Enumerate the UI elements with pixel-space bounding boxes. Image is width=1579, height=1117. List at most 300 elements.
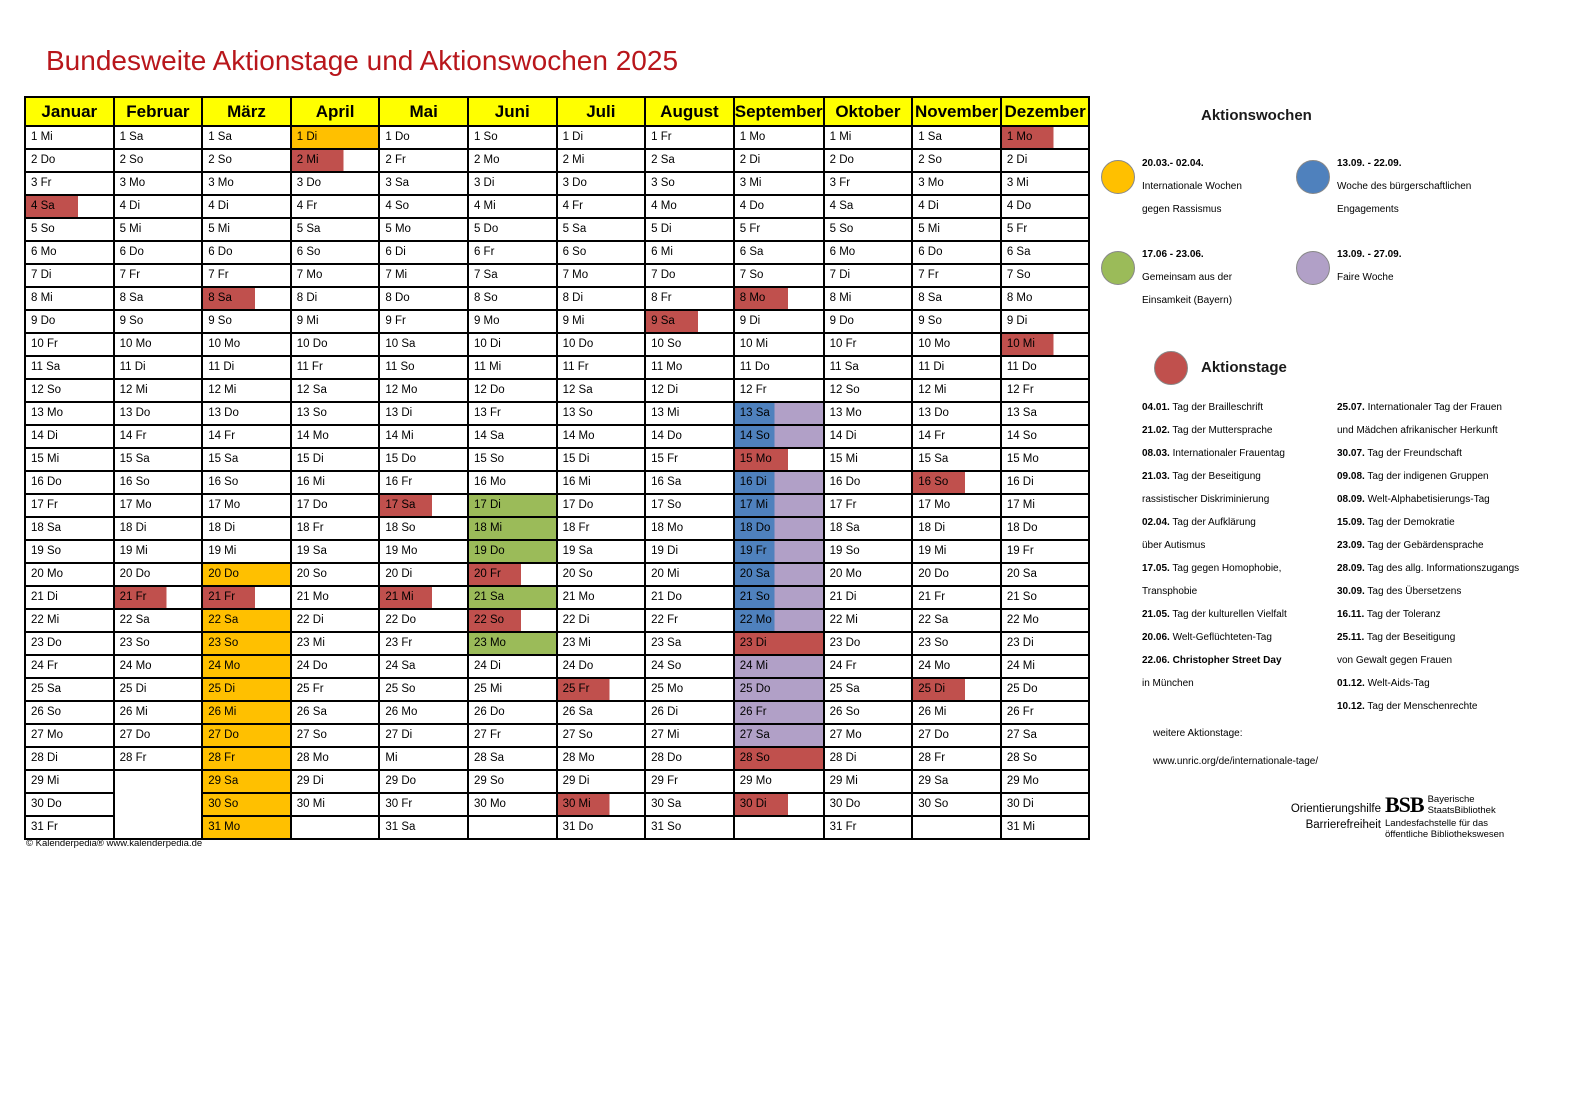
day-label: 13 So: [562, 407, 593, 419]
day-cell: [25, 425, 114, 448]
day-cell: [202, 333, 291, 356]
day-cell: [202, 471, 291, 494]
logo-caption-line2: Barrierefreiheit: [1305, 819, 1381, 831]
day-cell: [291, 724, 380, 747]
day-label: 14 Sa: [473, 430, 505, 442]
orange-week-dot-icon: [1101, 160, 1135, 194]
day-cell: [912, 586, 1001, 609]
day-label: 14 Di: [31, 430, 58, 442]
day-label: 23 So: [119, 637, 150, 649]
day-cell: [912, 356, 1001, 379]
bsb-logo-org: [1428, 794, 1496, 816]
day-label: 17 Mo: [208, 499, 241, 511]
day-cell: [379, 172, 468, 195]
week-date: 20.03.- 02.04.: [1142, 158, 1204, 169]
day-label: 21 So: [735, 587, 823, 608]
day-cell: [114, 310, 203, 333]
day-label: 2 Do: [829, 154, 854, 166]
day-label: 30 Do: [829, 798, 861, 810]
day-label: 8 Fr: [651, 292, 672, 304]
week-text: Woche des bürgerschaftlichen: [1337, 181, 1472, 192]
aktionstag-text: von Gewalt gegen Frauen: [1337, 655, 1453, 666]
day-cell: [114, 218, 203, 241]
day-cell: [734, 701, 824, 724]
day-label: 18 Fr: [562, 522, 590, 534]
day-label: 24 Fr: [829, 660, 857, 672]
day-cell: [114, 471, 203, 494]
day-cell: [1001, 126, 1090, 149]
day-cell: [202, 195, 291, 218]
day-label: 12 Fr: [1006, 384, 1034, 396]
aktionstag-entry: [1142, 488, 1269, 511]
aktionstag-entry: [1142, 626, 1272, 649]
day-cell: [202, 563, 291, 586]
day-cell: [379, 287, 468, 310]
day-label: 27 Fr: [473, 729, 501, 741]
aktionstag-date: 02.04.: [1142, 517, 1170, 528]
day-cell: [912, 770, 1001, 793]
day-label: 16 Sa: [651, 476, 682, 488]
day-label: 24 Mo: [918, 660, 951, 672]
day-cell: [379, 218, 468, 241]
day-cell: [824, 540, 913, 563]
day-label: 1 Mi: [31, 131, 53, 143]
aktionstag-text: und Mädchen afrikanischer Herkunft: [1337, 425, 1498, 436]
day-label: 23 Mi: [562, 637, 591, 649]
table-row: [25, 494, 1089, 517]
green-week-dot-icon: [1101, 251, 1135, 285]
day-cell: [824, 379, 913, 402]
day-label: 9 Di: [1006, 315, 1028, 327]
day-cell: [468, 425, 557, 448]
day-label: 7 Fr: [208, 269, 229, 281]
day-label: 24 So: [651, 660, 682, 672]
day-cell: [912, 793, 1001, 816]
day-label: 7 Do: [651, 269, 676, 281]
month-header: Juli: [557, 97, 646, 126]
day-label: 23 Mi: [296, 637, 325, 649]
day-cell: [734, 126, 824, 149]
aktionstag-date: 04.01.: [1142, 402, 1170, 413]
day-cell: [291, 264, 380, 287]
day-label: 5 Mo: [385, 223, 411, 235]
day-cell: [645, 218, 734, 241]
day-label: 10 Do: [296, 338, 328, 350]
day-label: 6 So: [562, 246, 587, 258]
day-cell: [824, 632, 913, 655]
day-cell: [202, 287, 291, 310]
month-header: Juni: [468, 97, 557, 126]
day-cell: [291, 632, 380, 655]
day-label: 11 Mi: [473, 361, 502, 373]
aktionstag-text: Tag der Gebärdensprache: [1367, 540, 1484, 551]
day-label: 4 Sa: [829, 200, 854, 212]
day-cell: [645, 563, 734, 586]
day-label: 13 Mi: [651, 407, 680, 419]
day-cell: [1001, 724, 1090, 747]
day-cell: [824, 770, 913, 793]
day-cell: [468, 586, 557, 609]
aktionstag-text: Tag der Beseitigung: [1172, 471, 1261, 482]
day-label: 10 Mi: [739, 338, 768, 350]
day-cell: [645, 494, 734, 517]
day-cell: [912, 448, 1001, 471]
day-cell: [468, 563, 557, 586]
day-label: 17 Fr: [829, 499, 857, 511]
aktionstag-text: Tag der Toleranz: [1366, 609, 1441, 620]
day-cell: [468, 494, 557, 517]
day-label: 31 Sa: [385, 821, 416, 833]
day-cell: [1001, 816, 1090, 839]
day-label: 17 Mi: [1006, 499, 1035, 511]
day-label: 12 So: [31, 384, 62, 396]
aktionstag-entry: [1142, 649, 1282, 672]
day-cell: [202, 126, 291, 149]
day-label: 2 So: [119, 154, 144, 166]
day-label: 20 Fr: [469, 564, 556, 585]
day-cell: [114, 264, 203, 287]
aktionstag-entry: [1337, 419, 1498, 442]
day-cell: [468, 333, 557, 356]
day-cell: [468, 172, 557, 195]
day-cell: [734, 218, 824, 241]
day-label: 12 Do: [473, 384, 505, 396]
day-label: 20 Di: [385, 568, 413, 580]
day-label: 30 Sa: [651, 798, 682, 810]
day-cell: [25, 816, 114, 839]
aktionstag-text: Tag der Muttersprache: [1172, 425, 1273, 436]
day-cell: [1001, 609, 1090, 632]
day-cell: [379, 195, 468, 218]
day-label: 19 Sa: [296, 545, 327, 557]
day-label: 9 Mi: [562, 315, 585, 327]
day-label: 10 Mo: [208, 338, 241, 350]
day-cell: [202, 747, 291, 770]
day-cell: [25, 356, 114, 379]
day-cell: [824, 402, 913, 425]
day-cell: [645, 195, 734, 218]
day-cell: [114, 609, 203, 632]
day-cell: [824, 333, 913, 356]
table-row: [25, 126, 1089, 149]
day-label: 23 Mo: [469, 633, 556, 654]
day-cell: [379, 655, 468, 678]
table-row: [25, 448, 1089, 471]
day-cell: [25, 793, 114, 816]
aktionstag-date: 09.08.: [1337, 471, 1365, 482]
bsb-logo-mark: BSB: [1385, 792, 1424, 817]
month-header: Februar: [114, 97, 203, 126]
day-cell: [824, 126, 913, 149]
aktionstag-text: Welt-Aids-Tag: [1367, 678, 1430, 689]
day-label: 31 Fr: [829, 821, 857, 833]
day-label: 25 Do: [735, 679, 823, 700]
aktionstage-dot-icon: [1154, 351, 1188, 385]
month-header: August: [645, 97, 734, 126]
table-row: [25, 540, 1089, 563]
day-label: 29 Do: [385, 775, 417, 787]
day-label: 19 Do: [469, 541, 556, 562]
aktionstag-date: 01.12.: [1337, 678, 1365, 689]
more-link[interactable]: www.unric.org/de/internationale-tage/: [1153, 756, 1319, 767]
day-label: 11 Fr: [562, 361, 589, 373]
day-cell: [734, 747, 824, 770]
day-label: 31 Fr: [31, 821, 58, 833]
day-cell: [25, 678, 114, 701]
day-cell: [1001, 563, 1090, 586]
day-cell: [25, 494, 114, 517]
day-label: 29 So: [473, 775, 505, 787]
day-cell: [25, 218, 114, 241]
day-cell: [114, 333, 203, 356]
day-cell: [557, 333, 646, 356]
day-label: 29 Mi: [31, 775, 60, 787]
day-label: 6 Mo: [31, 246, 57, 258]
month-header: Dezember: [1001, 97, 1090, 126]
day-label: 16 Di: [1006, 476, 1034, 488]
day-label: 30 Do: [31, 798, 62, 810]
day-label: 29 Mo: [739, 775, 772, 787]
month-header: Mai: [379, 97, 468, 126]
day-label: 5 Fr: [739, 223, 761, 235]
day-label: 13 So: [296, 407, 327, 419]
day-cell: [291, 747, 380, 770]
day-cell: [557, 241, 646, 264]
month-header: April: [291, 97, 380, 126]
day-cell: [291, 655, 380, 678]
day-label: 1 Mo: [1002, 127, 1089, 148]
day-label: 27 Mi: [651, 729, 680, 741]
day-cell: [645, 632, 734, 655]
day-cell: [824, 172, 913, 195]
day-cell: [379, 724, 468, 747]
day-label: 6 Fr: [473, 246, 495, 258]
day-label: 28 Sa: [473, 752, 505, 764]
day-label: 25 Di: [913, 679, 1000, 700]
day-cell: [25, 586, 114, 609]
day-cell: [1001, 494, 1090, 517]
day-label: 21 Sa: [469, 587, 556, 608]
day-label: 18 So: [385, 522, 416, 534]
day-label: 24 Fr: [31, 660, 58, 672]
day-label: 2 Mi: [292, 150, 379, 171]
day-cell: [645, 724, 734, 747]
day-cell: [1001, 425, 1090, 448]
day-label: 8 Do: [385, 292, 410, 304]
aktionstag-date: 17.05.: [1142, 563, 1170, 574]
day-cell: [557, 586, 646, 609]
day-cell: [202, 655, 291, 678]
day-label: 12 Mi: [208, 384, 237, 396]
day-cell: [912, 632, 1001, 655]
day-label: 17 Sa: [380, 495, 467, 516]
day-label: 30 Mi: [296, 798, 325, 810]
day-label: 24 Mi: [735, 656, 823, 677]
day-label: 7 So: [1006, 269, 1031, 281]
table-row: [25, 218, 1089, 241]
day-cell: [645, 770, 734, 793]
day-cell: [557, 287, 646, 310]
day-cell: [912, 540, 1001, 563]
day-cell: [734, 310, 824, 333]
day-label: 2 So: [918, 154, 942, 166]
day-cell: [1001, 172, 1090, 195]
day-label: 12 Fr: [739, 384, 767, 396]
blue-week-dot-icon: [1296, 160, 1330, 194]
day-label: 25 Di: [119, 683, 147, 695]
day-label: 10 Fr: [31, 338, 58, 350]
day-cell: [114, 678, 203, 701]
month-header: März: [202, 97, 291, 126]
day-cell: [1001, 379, 1090, 402]
day-label: 9 Fr: [385, 315, 406, 327]
day-cell: [912, 264, 1001, 287]
day-cell: [1001, 287, 1090, 310]
day-cell: [202, 816, 291, 839]
day-cell: [824, 655, 913, 678]
aktionstag-entry: [1142, 442, 1285, 465]
day-cell: [291, 310, 380, 333]
day-cell: [291, 149, 380, 172]
aktionstag-text: Welt-Geflüchteten-Tag: [1172, 632, 1272, 643]
day-cell: [25, 770, 114, 793]
aktionstag-text: rassistischer Diskriminierung: [1142, 494, 1270, 505]
day-label: 31 Do: [562, 821, 594, 833]
day-cell: [291, 448, 380, 471]
day-label: 17 Mo: [119, 499, 152, 511]
day-cell: [557, 540, 646, 563]
day-cell: [912, 333, 1001, 356]
aktionstag-date: 16.11.: [1337, 609, 1365, 620]
month-header: Januar: [25, 97, 114, 126]
day-cell: [379, 517, 468, 540]
day-label: 15 Mi: [31, 453, 60, 465]
day-label: 13 Sa: [1006, 407, 1037, 419]
day-cell: [114, 402, 203, 425]
day-cell: [468, 402, 557, 425]
aktionstag-entry: [1337, 488, 1490, 511]
day-label: 5 Fr: [1006, 223, 1028, 235]
day-label: 7 Fr: [119, 269, 141, 281]
day-cell: [202, 586, 291, 609]
day-label: 3 Fr: [829, 177, 851, 189]
day-label: 5 Sa: [562, 223, 587, 235]
aktionstag-text: Tag des allg. Informationszugangs: [1367, 563, 1520, 574]
page-title: Bundesweite Aktionstage und Aktionswochen 2025: [46, 45, 679, 76]
day-cell: [557, 517, 646, 540]
day-label: 18 Do: [1006, 522, 1038, 534]
day-label: 2 Mo: [473, 154, 500, 166]
week-date: 17.06 - 23.06.: [1142, 249, 1204, 260]
day-label: 19 Sa: [562, 545, 593, 557]
day-cell: [557, 356, 646, 379]
day-cell: [824, 517, 913, 540]
day-cell: [379, 701, 468, 724]
day-cell: [379, 126, 468, 149]
table-row: [25, 471, 1089, 494]
day-label: 16 So: [208, 476, 239, 488]
day-label: 7 Di: [829, 269, 851, 281]
table-row: [25, 241, 1089, 264]
day-cell: [912, 517, 1001, 540]
day-label: 18 Do: [735, 518, 823, 539]
day-label: 29 Fr: [651, 775, 678, 787]
day-cell: [114, 701, 203, 724]
aktionstag-text: Tag der Beseitigung: [1366, 632, 1456, 643]
day-label: 29 Di: [296, 775, 324, 787]
day-label: 21 Mo: [562, 591, 595, 603]
day-cell: [912, 310, 1001, 333]
day-label: 21 Do: [651, 591, 682, 603]
day-cell: [645, 149, 734, 172]
day-cell: [291, 195, 380, 218]
table-row: [25, 172, 1089, 195]
day-label: 8 So: [473, 292, 498, 304]
day-label: 11 Di: [119, 361, 146, 373]
day-label: 19 Di: [651, 545, 679, 557]
day-label: 4 So: [385, 200, 410, 212]
day-label: 9 So: [918, 315, 942, 327]
day-label: 20 Do: [918, 568, 949, 580]
day-label: 14 Do: [651, 430, 682, 442]
day-cell: [645, 264, 734, 287]
day-cell: [202, 402, 291, 425]
aktionstag-text: Tag der kulturellen Vielfalt: [1172, 609, 1287, 620]
aktionstag-text: über Autismus: [1142, 540, 1206, 551]
day-cell: [645, 701, 734, 724]
day-label: 14 Mo: [296, 430, 329, 442]
day-label: 4 Fr: [296, 200, 318, 212]
day-cell: [734, 264, 824, 287]
day-label: 30 So: [203, 794, 290, 815]
day-cell: [114, 563, 203, 586]
aktionstag-date: 21.05.: [1142, 609, 1170, 620]
day-label: 22 Fr: [651, 614, 678, 626]
day-cell: [291, 425, 380, 448]
day-label: 3 Mi: [739, 177, 762, 189]
day-cell: [379, 425, 468, 448]
day-label: 30 Di: [1006, 798, 1034, 810]
bsb-sub-line2: öffentliche Bibliothekswesen: [1385, 829, 1505, 840]
table-row: [25, 747, 1089, 770]
day-label: 29 Sa: [203, 771, 290, 792]
day-cell: [912, 126, 1001, 149]
day-label: 7 Mo: [562, 269, 589, 281]
day-cell: [379, 333, 468, 356]
day-cell: [291, 609, 380, 632]
day-cell: [557, 563, 646, 586]
day-cell: [557, 701, 646, 724]
day-cell: [734, 678, 824, 701]
day-cell: [734, 471, 824, 494]
day-cell: [734, 586, 824, 609]
day-label: 15 Mo: [1006, 453, 1039, 465]
day-cell: [468, 241, 557, 264]
day-cell: [734, 402, 824, 425]
bsb-sub-line1: Landesfachstelle für das: [1385, 818, 1488, 829]
aktionstag-entry: [1337, 442, 1462, 465]
day-label: 30 Mi: [558, 794, 645, 815]
day-cell: [824, 701, 913, 724]
day-label: 21 Di: [829, 591, 857, 603]
aktionstag-entry: [1337, 511, 1455, 534]
day-label: 28 Do: [651, 752, 682, 764]
day-label: 22 Do: [385, 614, 417, 626]
day-cell: [202, 425, 291, 448]
day-cell: [468, 126, 557, 149]
day-label: 27 Mo: [31, 729, 63, 741]
day-cell: [114, 517, 203, 540]
